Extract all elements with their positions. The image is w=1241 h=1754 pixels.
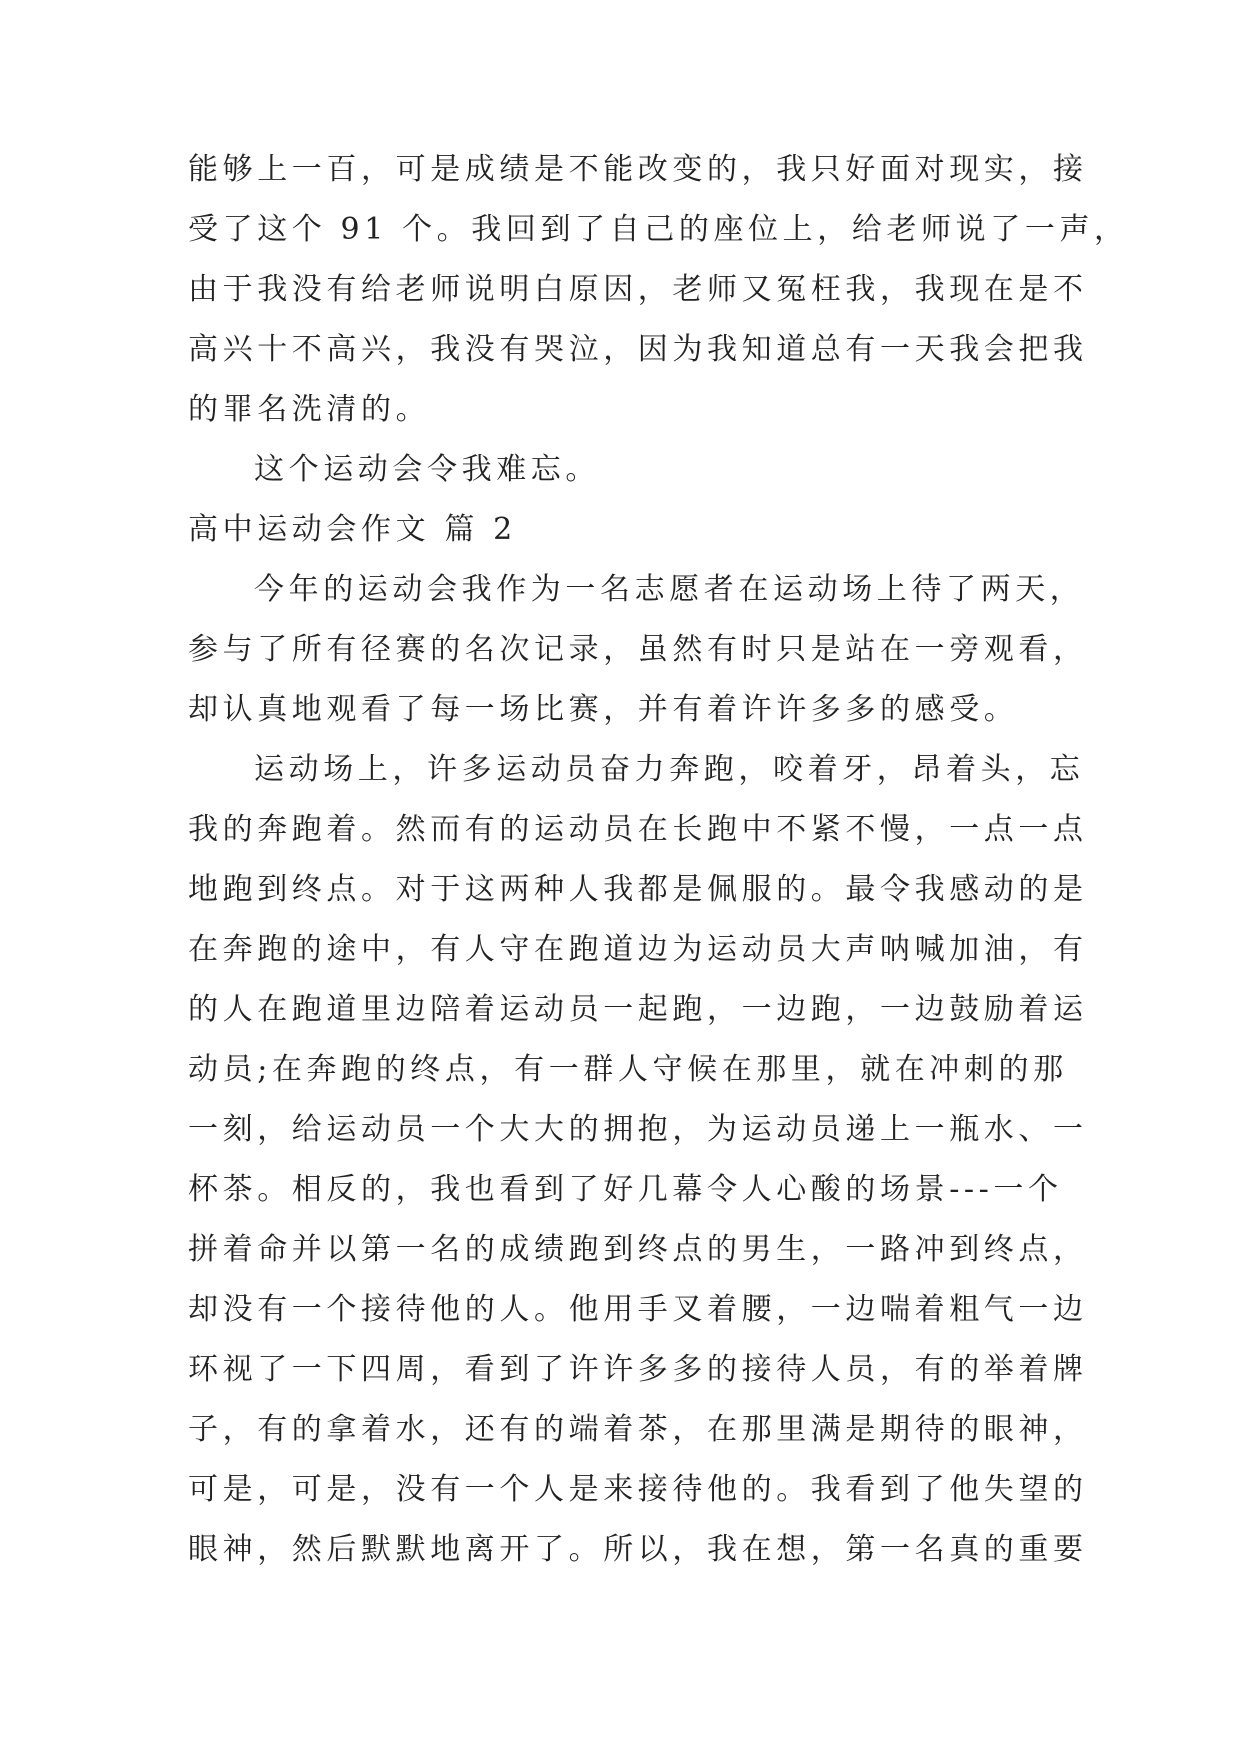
paragraph-first-line: 运动场上，许多运动员奋力奔跑，咬着牙，昂着头，忘: [254, 752, 1085, 787]
body-line: 的人在跑道里边陪着运动员一起跑，一边跑，一边鼓励着运: [188, 992, 1088, 1027]
paragraph-first-line: 今年的运动会我作为一名志愿者在运动场上待了两天，: [254, 572, 1085, 607]
body-line: 眼神，然后默默地离开了。所以，我在想，第一名真的重要: [188, 1532, 1088, 1567]
body-line: 一刻，给运动员一个大大的拥抱，为运动员递上一瓶水、一: [188, 1112, 1088, 1147]
body-line: 由于我没有给老师说明白原因，老师又冤枉我，我现在是不: [188, 272, 1088, 307]
section-heading: 高中运动会作文 篇 2: [188, 512, 517, 547]
body-line: 拼着命并以第一名的成绩跑到终点的男生，一路冲到终点，: [188, 1232, 1088, 1267]
body-line: 参与了所有径赛的名次记录，虽然有时只是站在一旁观看，: [188, 632, 1088, 667]
body-line: 的罪名洗清的。: [188, 392, 431, 427]
body-line: 在奔跑的途中，有人守在跑道边为运动员大声呐喊加油，有: [188, 932, 1088, 967]
body-line: 能够上一百，可是成绩是不能改变的，我只好面对现实，接: [188, 152, 1088, 187]
body-line: 环视了一下四周，看到了许许多多的接待人员，有的举着牌: [188, 1352, 1088, 1387]
body-line: 子，有的拿着水，还有的端着茶，在那里满是期待的眼神，: [188, 1412, 1088, 1447]
body-line: 却没有一个接待他的人。他用手叉着腰，一边喘着粗气一边: [188, 1292, 1088, 1327]
body-line: 受了这个 91 个。我回到了自己的座位上，给老师说了一声，: [188, 212, 1129, 247]
body-line: 杯茶。相反的，我也看到了好几幕令人心酸的场景---一个: [188, 1172, 1063, 1207]
body-line: 可是，可是，没有一个人是来接待他的。我看到了他失望的: [188, 1472, 1088, 1507]
body-line: 高兴十不高兴，我没有哭泣，因为我知道总有一天我会把我: [188, 332, 1088, 367]
body-line: 我的奔跑着。然而有的运动员在长跑中不紧不慢，一点一点: [188, 812, 1088, 847]
body-line: 却认真地观看了每一场比赛，并有着许许多多的感受。: [188, 692, 1019, 727]
body-line: 动员;在奔跑的终点，有一群人守候在那里，就在冲刺的那: [188, 1052, 1068, 1087]
paragraph-first-line: 这个运动会令我难忘。: [254, 452, 600, 487]
body-line: 地跑到终点。对于这两种人我都是佩服的。最令我感动的是: [188, 872, 1088, 907]
